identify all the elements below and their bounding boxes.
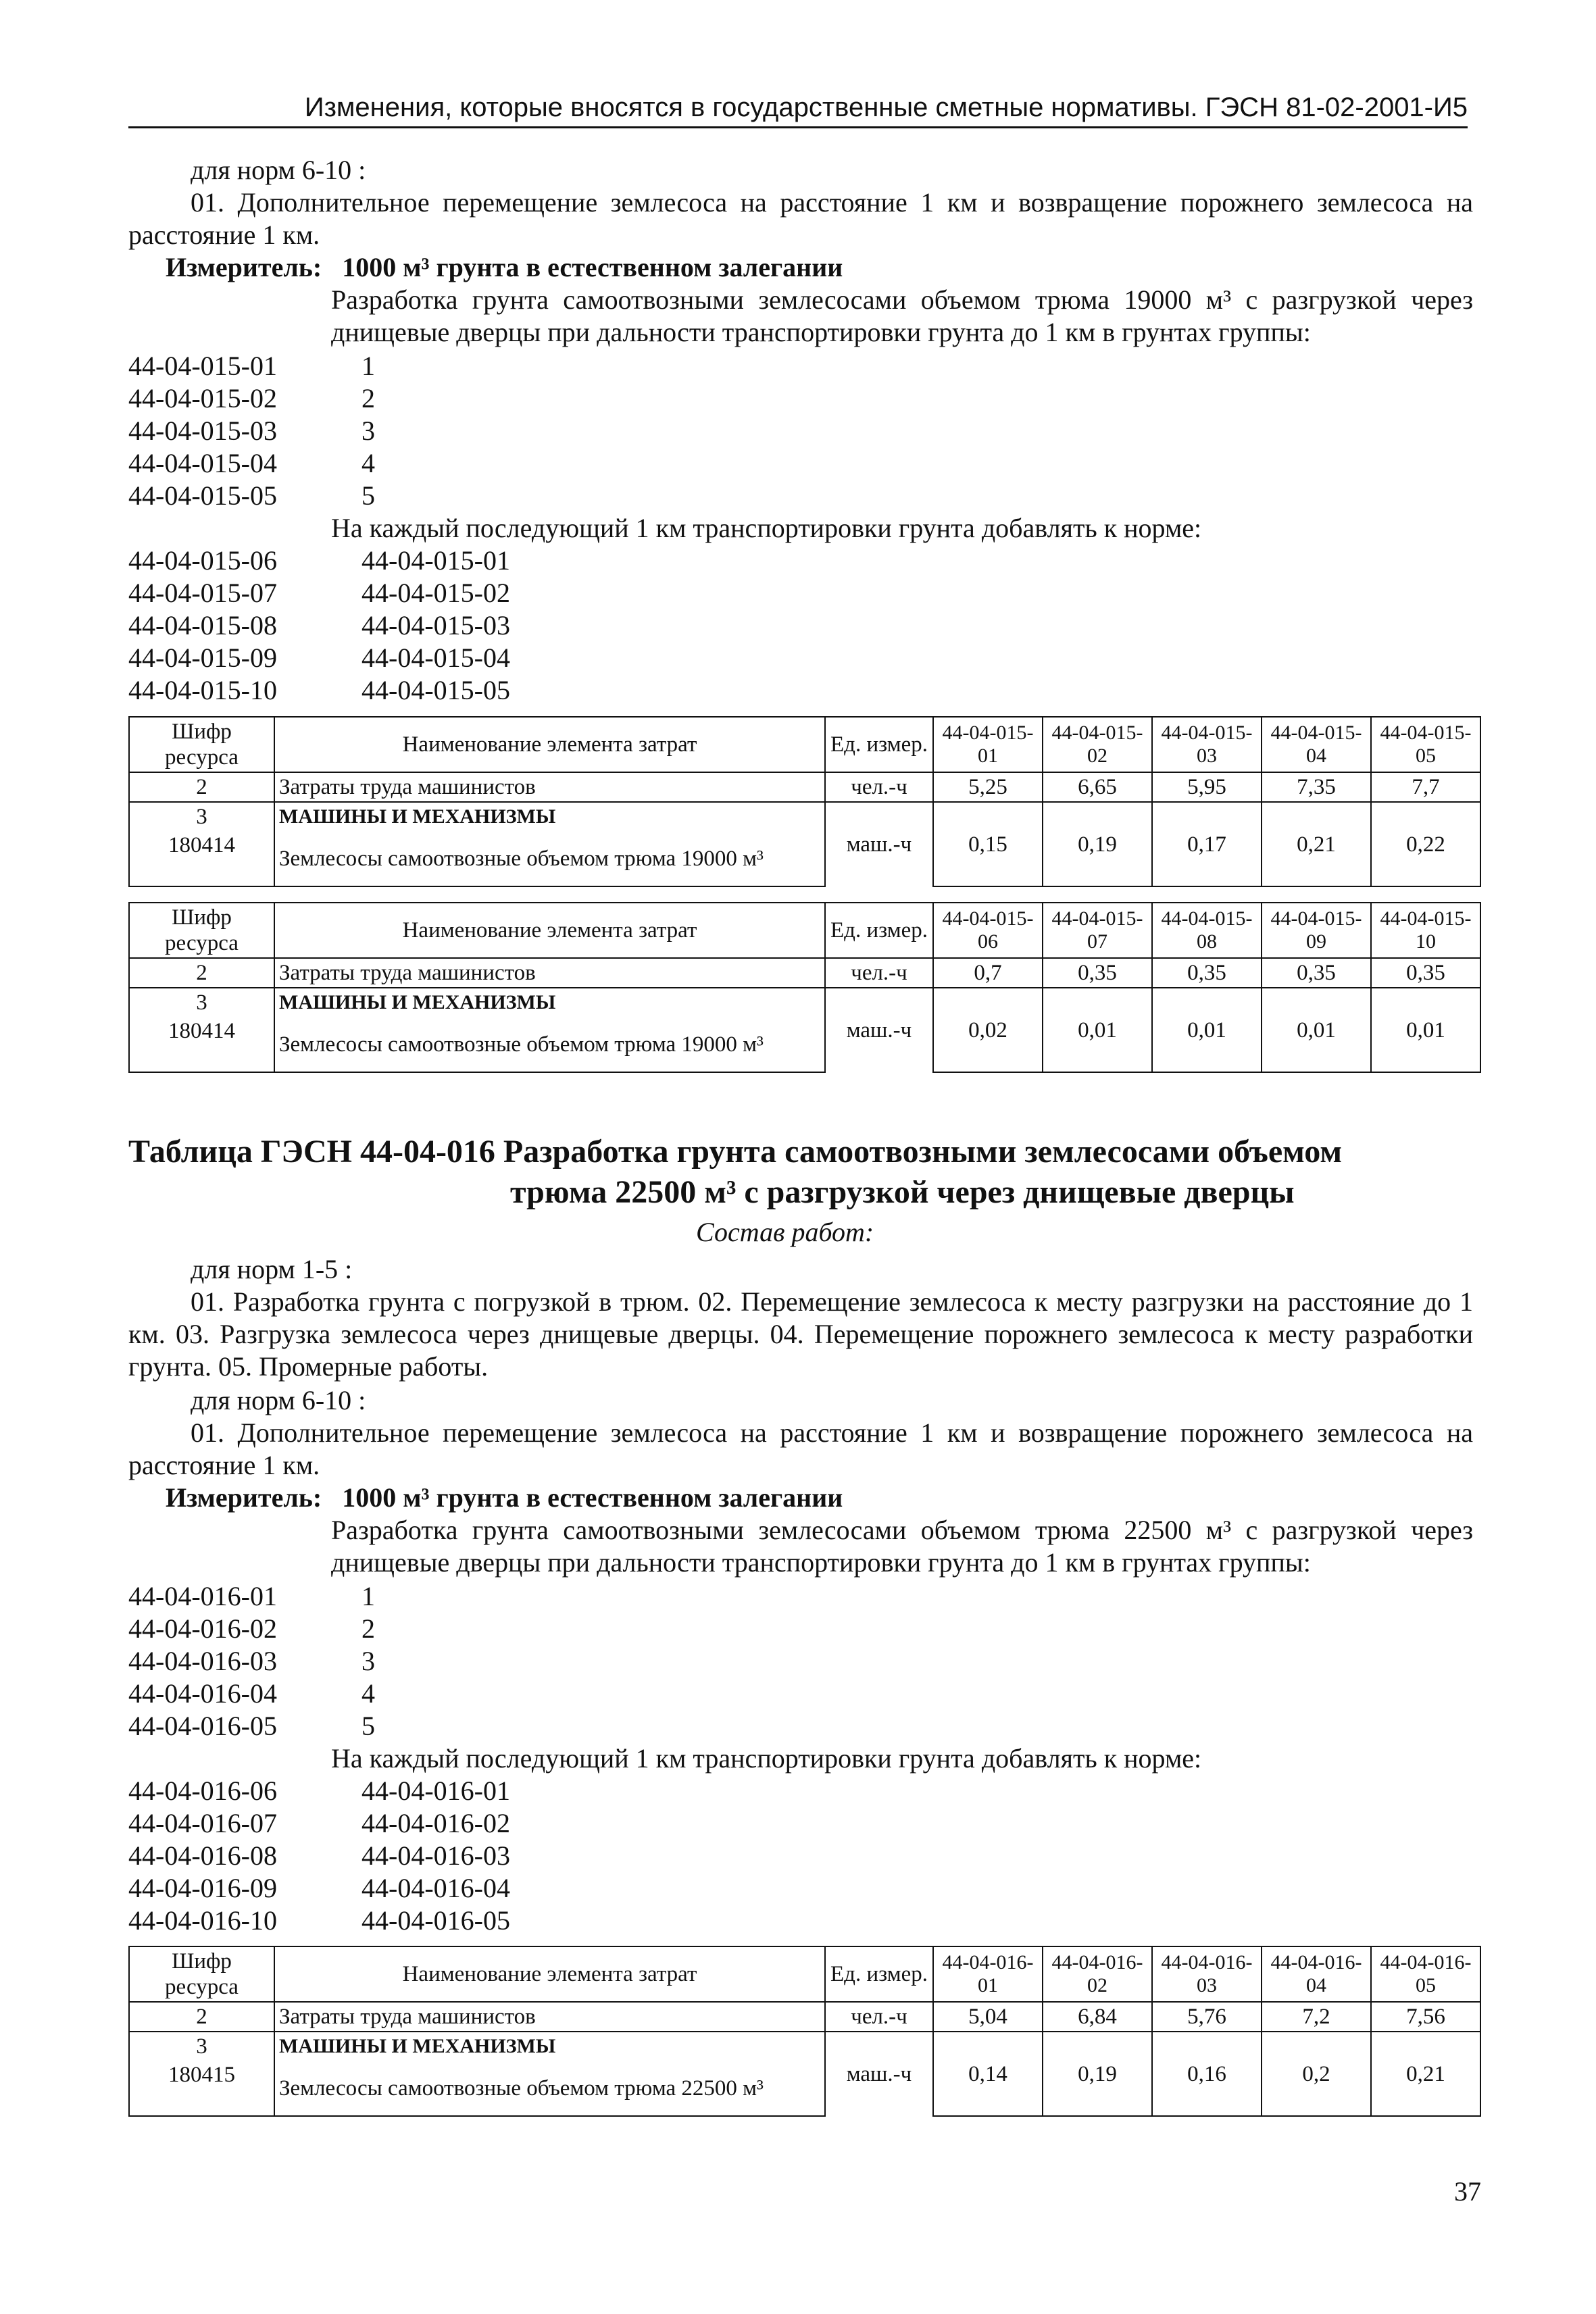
mach-value: 0,17 bbox=[1152, 802, 1262, 886]
norm-value: 2 bbox=[361, 383, 375, 413]
header-unit: Ед. измер. bbox=[825, 903, 933, 958]
norm-code: 44-04-016-06 bbox=[128, 1776, 277, 1806]
norm-value: 1 bbox=[361, 351, 375, 381]
header-norm-code: 44-04-015-04 bbox=[1262, 717, 1371, 772]
norm-code: 44-04-016-01 bbox=[128, 1581, 277, 1611]
header-norm-code: 44-04-015-01 bbox=[933, 717, 1043, 772]
t16-norms-6-10-text: 01. Дополнительное перемещение землесоса на расстояние 1 км и возвращение порожнего землесоса на расстояние 1 км. bbox=[128, 1417, 1473, 1480]
norm-value: 44-04-015-02 bbox=[361, 578, 510, 608]
norm-code: 44-04-015-09 bbox=[128, 643, 277, 673]
norm-code: 44-04-015-02 bbox=[128, 383, 277, 413]
mach-value: 0,16 bbox=[1152, 2032, 1262, 2116]
norm-value: 44-04-016-05 bbox=[361, 1905, 510, 1936]
norm-value: 5 bbox=[361, 1711, 375, 1741]
header-name: Наименование элемента затрат bbox=[274, 717, 825, 772]
norm-code: 44-04-015-07 bbox=[128, 578, 277, 608]
t15-resource-table-2 bbox=[128, 902, 1481, 1073]
norm-code: 44-04-016-08 bbox=[128, 1840, 277, 1871]
norm-code: 44-04-016-07 bbox=[128, 1808, 277, 1838]
labor-name: Затраты труда машинистов bbox=[274, 958, 825, 988]
mach-value: 0,01 bbox=[1371, 988, 1480, 1072]
labor-value: 0,35 bbox=[1371, 958, 1480, 988]
norm-code: 44-04-015-08 bbox=[128, 610, 277, 640]
mach-code: 180414 bbox=[129, 831, 274, 886]
header-norm-code: 44-04-015-02 bbox=[1043, 717, 1152, 772]
norm-code: 44-04-015-10 bbox=[128, 675, 277, 705]
header-unit: Ед. измер. bbox=[825, 1946, 933, 2002]
mach-name: Землесосы самоотвозные объемом трюма 22500 м³ bbox=[274, 2061, 825, 2116]
mach-section-code: 3 bbox=[129, 988, 274, 1017]
mach-section-title: МАШИНЫ И МЕХАНИЗМЫ bbox=[274, 2032, 825, 2061]
meter-value: 1000 м³ грунта в естественном залегании bbox=[342, 1482, 843, 1513]
header-norm-code: 44-04-015-08 bbox=[1152, 903, 1262, 958]
norm-value: 44-04-016-03 bbox=[361, 1840, 510, 1871]
labor-value: 7,35 bbox=[1262, 772, 1371, 802]
norm-value: 44-04-015-05 bbox=[361, 675, 510, 705]
norm-value: 3 bbox=[361, 416, 375, 446]
mach-name: Землесосы самоотвозные объемом трюма 19000 м³ bbox=[274, 1017, 825, 1072]
header-unit: Ед. измер. bbox=[825, 717, 933, 772]
labor-value: 6,84 bbox=[1043, 2002, 1152, 2032]
norm-code: 44-04-016-10 bbox=[128, 1905, 277, 1936]
mach-value: 0,01 bbox=[1262, 988, 1371, 1072]
labor-value: 5,95 bbox=[1152, 772, 1262, 802]
norm-code: 44-04-016-05 bbox=[128, 1711, 277, 1741]
header-norm-code: 44-04-016-03 bbox=[1152, 1946, 1262, 2002]
mach-value: 0,21 bbox=[1262, 802, 1371, 886]
mach-value: 0,22 bbox=[1371, 802, 1480, 886]
labor-value: 0,35 bbox=[1043, 958, 1152, 988]
header-code: Шифр ресурса bbox=[129, 903, 274, 958]
t16-meter bbox=[166, 1482, 843, 1514]
norm-value: 44-04-015-01 bbox=[361, 545, 510, 576]
labor-value: 5,76 bbox=[1152, 2002, 1262, 2032]
labor-name: Затраты труда машинистов bbox=[274, 2002, 825, 2032]
mach-value: 0,21 bbox=[1371, 2032, 1480, 2116]
norm-value: 44-04-015-03 bbox=[361, 610, 510, 640]
mach-section-code: 3 bbox=[129, 802, 274, 831]
labor-code: 2 bbox=[129, 2002, 274, 2032]
labor-unit: чел.-ч bbox=[825, 772, 933, 802]
header-code: Шифр ресурса bbox=[129, 717, 274, 772]
norm-value: 44-04-016-02 bbox=[361, 1808, 510, 1838]
labor-value: 5,25 bbox=[933, 772, 1043, 802]
norm-value: 4 bbox=[361, 448, 375, 478]
header-norm-code: 44-04-015-07 bbox=[1043, 903, 1152, 958]
t15-description: Разработка грунта самоотвозными землесосами объемом трюма 19000 м³ с разгрузкой через днищевые дверцы при дальности транспортировки грунта до 1 км в грунтах группы: bbox=[331, 284, 1473, 347]
norm-value: 44-04-015-04 bbox=[361, 643, 510, 673]
header-name: Наименование элемента затрат bbox=[274, 903, 825, 958]
norm-code: 44-04-016-04 bbox=[128, 1678, 277, 1709]
labor-unit: чел.-ч bbox=[825, 2002, 933, 2032]
mach-code: 180414 bbox=[129, 1017, 274, 1072]
norm-value: 5 bbox=[361, 480, 375, 511]
page-header: Изменения, которые вносятся в государственные сметные нормативы. ГЭСН 81-02-2001-И5 bbox=[128, 91, 1468, 128]
norm-code: 44-04-016-02 bbox=[128, 1613, 277, 1644]
norm-value: 44-04-016-01 bbox=[361, 1776, 510, 1806]
norm-value: 2 bbox=[361, 1613, 375, 1644]
mach-unit: маш.-ч bbox=[825, 988, 933, 1072]
labor-code: 2 bbox=[129, 772, 274, 802]
labor-code: 2 bbox=[129, 958, 274, 988]
mach-unit: маш.-ч bbox=[825, 2032, 933, 2116]
meter-value: 1000 м³ грунта в естественном залегании bbox=[342, 252, 843, 282]
mach-section-title: МАШИНЫ И МЕХАНИЗМЫ bbox=[274, 802, 825, 831]
t16-resource-table bbox=[128, 1946, 1481, 2117]
t15-norms-6-10-label: для норм 6-10 : bbox=[191, 155, 366, 185]
page-number: 37 bbox=[1454, 2176, 1481, 2207]
labor-value: 7,7 bbox=[1371, 772, 1480, 802]
mach-value: 0,2 bbox=[1262, 2032, 1371, 2116]
labor-value: 7,2 bbox=[1262, 2002, 1371, 2032]
header-norm-code: 44-04-015-09 bbox=[1262, 903, 1371, 958]
norm-code: 44-04-015-03 bbox=[128, 416, 277, 446]
t16-description: Разработка грунта самоотвозными землесосами объемом трюма 22500 м³ с разгрузкой через днищевые дверцы при дальности транспортировки грунта до 1 км в грунтах группы: bbox=[331, 1515, 1473, 1578]
header-norm-code: 44-04-016-04 bbox=[1262, 1946, 1371, 2002]
mach-value: 0,01 bbox=[1152, 988, 1262, 1072]
header-norm-code: 44-04-015-03 bbox=[1152, 717, 1262, 772]
mach-value: 0,02 bbox=[933, 988, 1043, 1072]
norm-code: 44-04-016-09 bbox=[128, 1873, 277, 1903]
header-norm-code: 44-04-015-06 bbox=[933, 903, 1043, 958]
labor-name: Затраты труда машинистов bbox=[274, 772, 825, 802]
meter-label: Измеритель: bbox=[166, 252, 322, 282]
header-norm-code: 44-04-016-02 bbox=[1043, 1946, 1152, 2002]
labor-value: 0,35 bbox=[1262, 958, 1371, 988]
mach-section-title: МАШИНЫ И МЕХАНИЗМЫ bbox=[274, 988, 825, 1017]
norm-code: 44-04-015-04 bbox=[128, 448, 277, 478]
header-code: Шифр ресурса bbox=[129, 1946, 274, 2002]
norm-code: 44-04-016-03 bbox=[128, 1646, 277, 1676]
t15-meter bbox=[166, 251, 843, 284]
t16-add-text: На каждый последующий 1 км транспортировки грунта добавлять к норме: bbox=[331, 1743, 1202, 1774]
t15-add-text: На каждый последующий 1 км транспортировки грунта добавлять к норме: bbox=[331, 513, 1202, 543]
norm-code: 44-04-015-06 bbox=[128, 545, 277, 576]
mach-value: 0,15 bbox=[933, 802, 1043, 886]
header-norm-code: 44-04-016-01 bbox=[933, 1946, 1043, 2002]
t16-title-line2: трюма 22500 м³ с разгрузкой через днищевые дверцы bbox=[510, 1174, 1295, 1210]
t16-composition: Состав работ: bbox=[696, 1217, 874, 1247]
header-norm-code: 44-04-015-05 bbox=[1371, 717, 1480, 772]
labor-value: 6,65 bbox=[1043, 772, 1152, 802]
norm-value: 1 bbox=[361, 1581, 375, 1611]
t16-norms-1-5-label: для норм 1-5 : bbox=[191, 1254, 353, 1284]
norm-value: 44-04-016-04 bbox=[361, 1873, 510, 1903]
header-name: Наименование элемента затрат bbox=[274, 1946, 825, 2002]
labor-value: 0,7 bbox=[933, 958, 1043, 988]
mach-value: 0,19 bbox=[1043, 2032, 1152, 2116]
mach-name: Землесосы самоотвозные объемом трюма 19000 м³ bbox=[274, 831, 825, 886]
t16-norms-6-10-label: для норм 6-10 : bbox=[191, 1385, 366, 1415]
mach-code: 180415 bbox=[129, 2061, 274, 2116]
norm-value: 3 bbox=[361, 1646, 375, 1676]
labor-value: 5,04 bbox=[933, 2002, 1043, 2032]
norm-code: 44-04-015-01 bbox=[128, 351, 277, 381]
t15-resource-table-1 bbox=[128, 716, 1481, 887]
norm-value: 4 bbox=[361, 1678, 375, 1709]
mach-unit: маш.-ч bbox=[825, 802, 933, 886]
meter-label: Измеритель: bbox=[166, 1482, 322, 1513]
header-norm-code: 44-04-015-10 bbox=[1371, 903, 1480, 958]
labor-value: 0,35 bbox=[1152, 958, 1262, 988]
mach-value: 0,01 bbox=[1043, 988, 1152, 1072]
t16-title-line1: Таблица ГЭСН 44-04-016 Разработка грунта самоотвозными землесосами объемом bbox=[128, 1134, 1343, 1169]
mach-value: 0,19 bbox=[1043, 802, 1152, 886]
header-norm-code: 44-04-016-05 bbox=[1371, 1946, 1480, 2002]
mach-section-code: 3 bbox=[129, 2032, 274, 2061]
labor-value: 7,56 bbox=[1371, 2002, 1480, 2032]
mach-value: 0,14 bbox=[933, 2032, 1043, 2116]
labor-unit: чел.-ч bbox=[825, 958, 933, 988]
t15-norms-6-10-text: 01. Дополнительное перемещение землесоса на расстояние 1 км и возвращение порожнего землесоса на расстояние 1 км. bbox=[128, 187, 1473, 250]
norm-code: 44-04-015-05 bbox=[128, 480, 277, 511]
t16-norms-1-5-text: 01. Разработка грунта с погрузкой в трюм. 02. Перемещение землесоса к месту разгрузки на расстояние до 1 км. 03. Разгрузка землесоса через днищевые дверцы. 04. Перемещение порожнего землесоса к месту разработки грунта. 05. Промерные работы. bbox=[128, 1286, 1473, 1382]
